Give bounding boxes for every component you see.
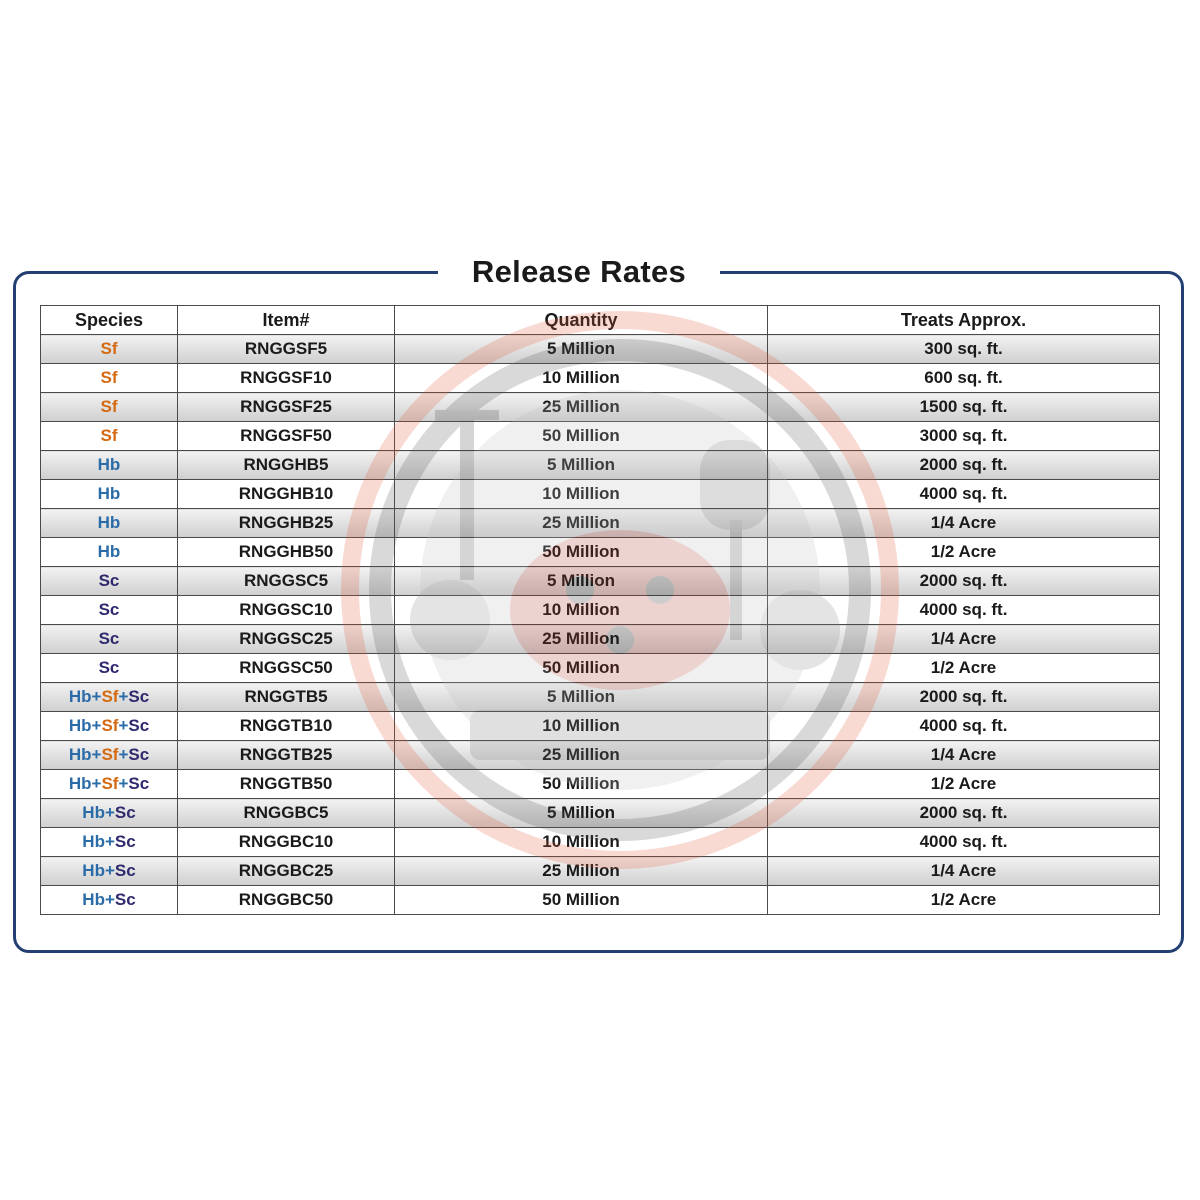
- column-header-quantity: Quantity: [395, 306, 768, 335]
- page-title: Release Rates: [471, 254, 687, 289]
- species-cell: Hb: [41, 538, 178, 567]
- item-cell: RNGGHB10: [178, 480, 395, 509]
- item-cell: RNGGSF25: [178, 393, 395, 422]
- table-row: [41, 596, 1160, 625]
- table-row: [41, 712, 1160, 741]
- table-row: [41, 683, 1160, 712]
- table-row: [41, 393, 1160, 422]
- species-cell: Sc: [41, 567, 178, 596]
- quantity-cell: 10 Million: [395, 712, 768, 741]
- species-cell: Hb+Sc: [41, 857, 178, 886]
- item-cell: RNGGTB50: [178, 770, 395, 799]
- table-row: [41, 422, 1160, 451]
- species-cell: Sf: [41, 364, 178, 393]
- column-header-item: Item#: [178, 306, 395, 335]
- treats-cell: 2000 sq. ft.: [768, 683, 1160, 712]
- quantity-cell: 50 Million: [395, 422, 768, 451]
- item-cell: RNGGSF5: [178, 335, 395, 364]
- species-cell: Hb: [41, 480, 178, 509]
- quantity-cell: 50 Million: [395, 886, 768, 915]
- species-cell: Hb+Sf+Sc: [41, 741, 178, 770]
- item-cell: RNGGTB10: [178, 712, 395, 741]
- quantity-cell: 50 Million: [395, 770, 768, 799]
- item-cell: RNGGHB5: [178, 451, 395, 480]
- quantity-cell: 5 Million: [395, 683, 768, 712]
- item-cell: RNGGTB25: [178, 741, 395, 770]
- quantity-cell: 10 Million: [395, 364, 768, 393]
- treats-cell: 1/4 Acre: [768, 857, 1160, 886]
- treats-cell: 2000 sq. ft.: [768, 451, 1160, 480]
- table-row: [41, 480, 1160, 509]
- quantity-cell: 50 Million: [395, 654, 768, 683]
- item-cell: RNGGSF50: [178, 422, 395, 451]
- species-cell: Sc: [41, 654, 178, 683]
- treats-cell: 1/2 Acre: [768, 538, 1160, 567]
- table-row: [41, 538, 1160, 567]
- treats-cell: 2000 sq. ft.: [768, 799, 1160, 828]
- table-row: [41, 741, 1160, 770]
- treats-cell: 1/2 Acre: [768, 770, 1160, 799]
- species-cell: Hb+Sf+Sc: [41, 712, 178, 741]
- release-rates-table: [40, 305, 1160, 915]
- quantity-cell: 50 Million: [395, 538, 768, 567]
- species-cell: Sf: [41, 393, 178, 422]
- item-cell: RNGGBC5: [178, 799, 395, 828]
- item-cell: RNGGTB5: [178, 683, 395, 712]
- table-row: [41, 857, 1160, 886]
- quantity-cell: 10 Million: [395, 596, 768, 625]
- treats-cell: 3000 sq. ft.: [768, 422, 1160, 451]
- quantity-cell: 25 Million: [395, 741, 768, 770]
- table-row: [41, 654, 1160, 683]
- treats-cell: 1/4 Acre: [768, 509, 1160, 538]
- item-cell: RNGGSF10: [178, 364, 395, 393]
- species-cell: Hb+Sf+Sc: [41, 770, 178, 799]
- species-cell: Hb: [41, 451, 178, 480]
- treats-cell: 1/4 Acre: [768, 741, 1160, 770]
- treats-cell: 1/4 Acre: [768, 625, 1160, 654]
- table-row: [41, 451, 1160, 480]
- species-cell: Sc: [41, 596, 178, 625]
- table-row: [41, 567, 1160, 596]
- quantity-cell: 5 Million: [395, 335, 768, 364]
- table-row: [41, 509, 1160, 538]
- table-row: [41, 886, 1160, 915]
- item-cell: RNGGBC25: [178, 857, 395, 886]
- species-cell: Hb: [41, 509, 178, 538]
- species-cell: Hb+Sc: [41, 886, 178, 915]
- treats-cell: 1/2 Acre: [768, 886, 1160, 915]
- species-cell: Hb+Sf+Sc: [41, 683, 178, 712]
- item-cell: RNGGHB50: [178, 538, 395, 567]
- treats-cell: 1/2 Acre: [768, 654, 1160, 683]
- item-cell: RNGGSC25: [178, 625, 395, 654]
- table-header-row: [41, 306, 1160, 335]
- quantity-cell: 10 Million: [395, 828, 768, 857]
- quantity-cell: 25 Million: [395, 625, 768, 654]
- species-cell: Sc: [41, 625, 178, 654]
- treats-cell: 2000 sq. ft.: [768, 567, 1160, 596]
- item-cell: RNGGSC10: [178, 596, 395, 625]
- quantity-cell: 5 Million: [395, 799, 768, 828]
- species-cell: Sf: [41, 335, 178, 364]
- treats-cell: 4000 sq. ft.: [768, 596, 1160, 625]
- quantity-cell: 25 Million: [395, 509, 768, 538]
- quantity-cell: 25 Million: [395, 857, 768, 886]
- treats-cell: 300 sq. ft.: [768, 335, 1160, 364]
- item-cell: RNGGSC5: [178, 567, 395, 596]
- treats-cell: 4000 sq. ft.: [768, 480, 1160, 509]
- quantity-cell: 5 Million: [395, 567, 768, 596]
- quantity-cell: 25 Million: [395, 393, 768, 422]
- treats-cell: 600 sq. ft.: [768, 364, 1160, 393]
- table-row: [41, 335, 1160, 364]
- item-cell: RNGGBC50: [178, 886, 395, 915]
- species-cell: Hb+Sc: [41, 799, 178, 828]
- table-row: [41, 364, 1160, 393]
- column-header-treats: Treats Approx.: [768, 306, 1160, 335]
- table-row: [41, 799, 1160, 828]
- quantity-cell: 5 Million: [395, 451, 768, 480]
- column-header-species: Species: [41, 306, 178, 335]
- treats-cell: 1500 sq. ft.: [768, 393, 1160, 422]
- species-cell: Sf: [41, 422, 178, 451]
- treats-cell: 4000 sq. ft.: [768, 828, 1160, 857]
- table-row: [41, 770, 1160, 799]
- item-cell: RNGGSC50: [178, 654, 395, 683]
- treats-cell: 4000 sq. ft.: [768, 712, 1160, 741]
- item-cell: RNGGHB25: [178, 509, 395, 538]
- table-row: [41, 828, 1160, 857]
- species-cell: Hb+Sc: [41, 828, 178, 857]
- quantity-cell: 10 Million: [395, 480, 768, 509]
- item-cell: RNGGBC10: [178, 828, 395, 857]
- table-row: [41, 625, 1160, 654]
